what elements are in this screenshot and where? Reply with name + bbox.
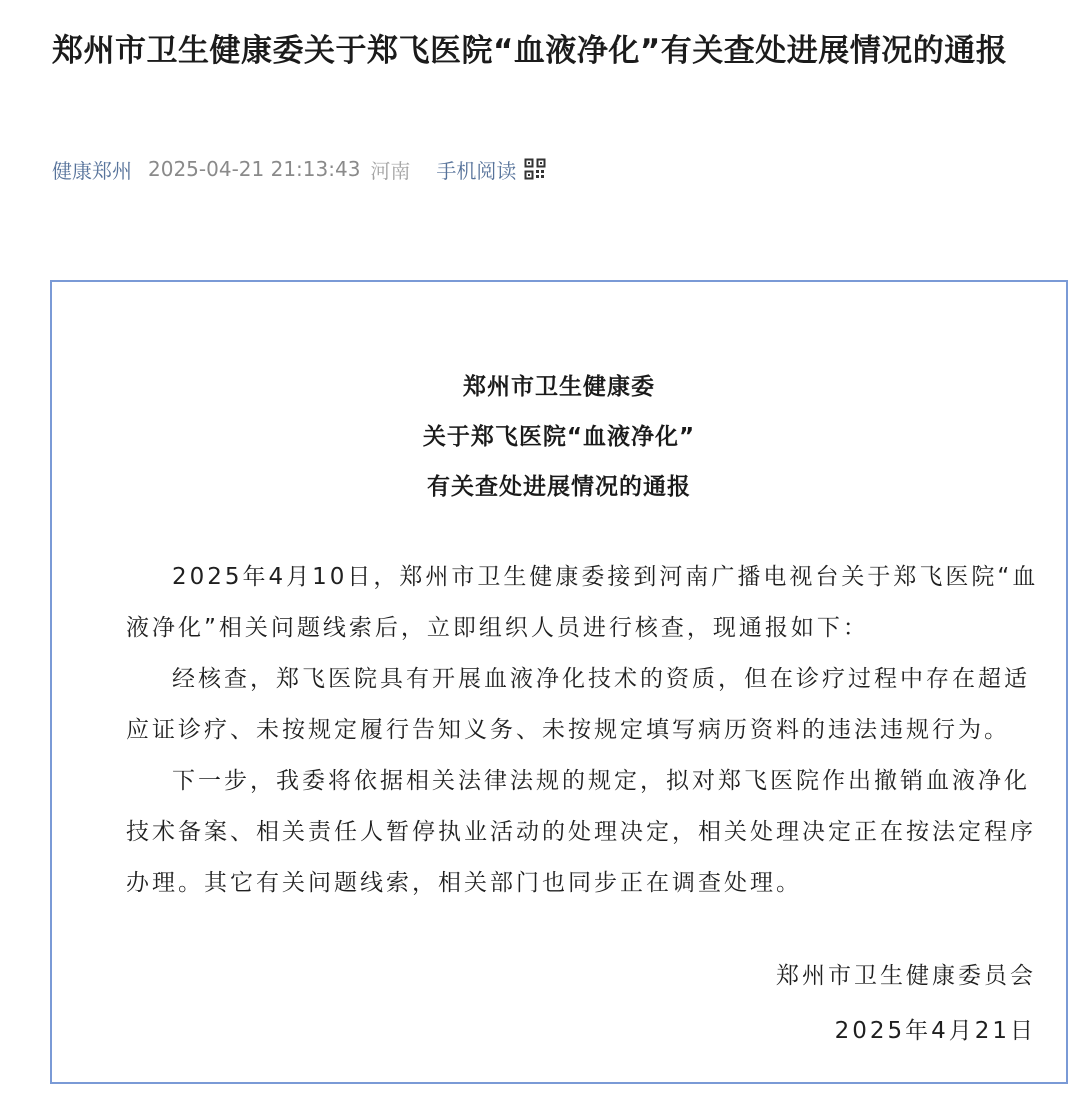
notice-signature-date: 2025年4月21日 — [834, 1018, 1036, 1044]
mobile-read-button[interactable] — [436, 155, 546, 184]
notice-paragraph-2: 经核查，郑飞医院具有开展血液净化技术的资质，但在诊疗过程中存在超适应证诊疗、未按规定履行告知义务、未按规定填写病历资料的违法违规行为。 — [126, 666, 1030, 743]
notice-paragraph-1: 2025年4月10日，郑州市卫生健康委接到河南广播电视台关于郑飞医院“血液净化”相关问题线索后，立即组织人员进行核查，现通报如下： — [126, 564, 1039, 641]
mobile-read-label: 手机阅读 — [436, 158, 517, 183]
article-meta — [52, 152, 546, 186]
notice-signature-org: 郑州市卫生健康委员会 — [776, 963, 1036, 989]
notice-heading-line-3: 有关查处进展情况的通报 — [427, 474, 691, 500]
publish-time: 2025-04-21 21:13:43 — [148, 157, 361, 181]
notice-paragraph-3: 下一步，我委将依据相关法律法规的规定，拟对郑飞医院作出撤销血液净化技术备案、相关责任人暂停执业活动的处理决定，相关处理决定正在按法定程序办理。其它有关问题线索，相关部门也同步正在调查处理。 — [126, 768, 1036, 896]
source-link[interactable]: 健康郑州 — [52, 158, 132, 183]
publish-region: 河南 — [370, 158, 411, 183]
qr-code-icon — [524, 158, 546, 180]
article-title: 郑州市卫生健康委关于郑飞医院“血液净化”有关查处进展情况的通报 — [52, 33, 1008, 69]
notice-heading-line-2: 关于郑飞医院“血液净化” — [422, 424, 696, 450]
notice-heading-line-1: 郑州市卫生健康委 — [463, 374, 655, 400]
notice-image — [50, 280, 1068, 1084]
notice-body — [126, 552, 1046, 909]
